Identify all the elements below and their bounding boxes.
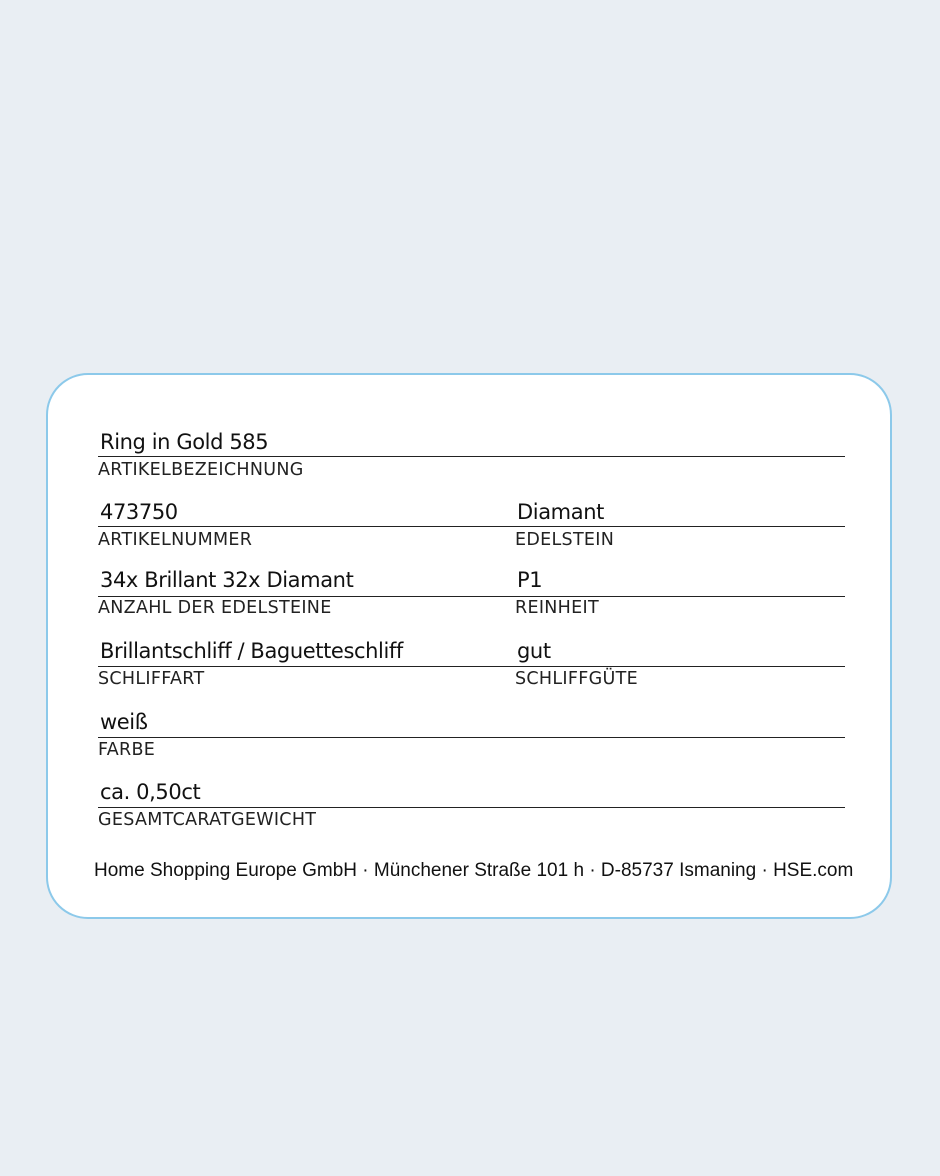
divider-row-5 bbox=[98, 737, 845, 738]
anzahl-label: ANZAHL DER EDELSTEINE bbox=[98, 598, 332, 618]
product-info-card bbox=[46, 373, 892, 919]
reinheit-value: P1 bbox=[517, 568, 543, 592]
edelstein-value: Diamant bbox=[517, 500, 604, 524]
schliffart-value: Brillantschliff / Baguetteschliff bbox=[100, 639, 403, 663]
schliffguete-value: gut bbox=[517, 639, 551, 663]
gesamtcaratgewicht-value: ca. 0,50ct bbox=[100, 780, 201, 804]
reinheit-label: REINHEIT bbox=[515, 598, 599, 618]
schliffart-label: SCHLIFFART bbox=[98, 669, 205, 689]
schliffguete-label: SCHLIFFGÜTE bbox=[515, 669, 638, 689]
divider-row-6 bbox=[98, 807, 845, 808]
divider-row-4 bbox=[98, 666, 845, 667]
artikelbezeichnung-value: Ring in Gold 585 bbox=[100, 430, 269, 454]
anzahl-value: 34x Brillant 32x Diamant bbox=[100, 568, 354, 592]
farbe-label: FARBE bbox=[98, 740, 156, 760]
divider-row-1 bbox=[98, 456, 845, 457]
divider-row-3 bbox=[98, 596, 845, 597]
artikelnummer-label: ARTIKELNUMMER bbox=[98, 530, 253, 550]
farbe-value: weiß bbox=[100, 710, 148, 734]
artikelnummer-value: 473750 bbox=[100, 500, 178, 524]
edelstein-label: EDELSTEIN bbox=[515, 530, 615, 550]
company-footer: Home Shopping Europe GmbH · Münchener Straße 101 h · D-85737 Ismaning · HSE.com bbox=[94, 860, 854, 881]
divider-row-2 bbox=[98, 526, 845, 527]
artikelbezeichnung-label: ARTIKELBEZEICHNUNG bbox=[98, 460, 304, 480]
gesamtcaratgewicht-label: GESAMTCARATGEWICHT bbox=[98, 810, 317, 830]
